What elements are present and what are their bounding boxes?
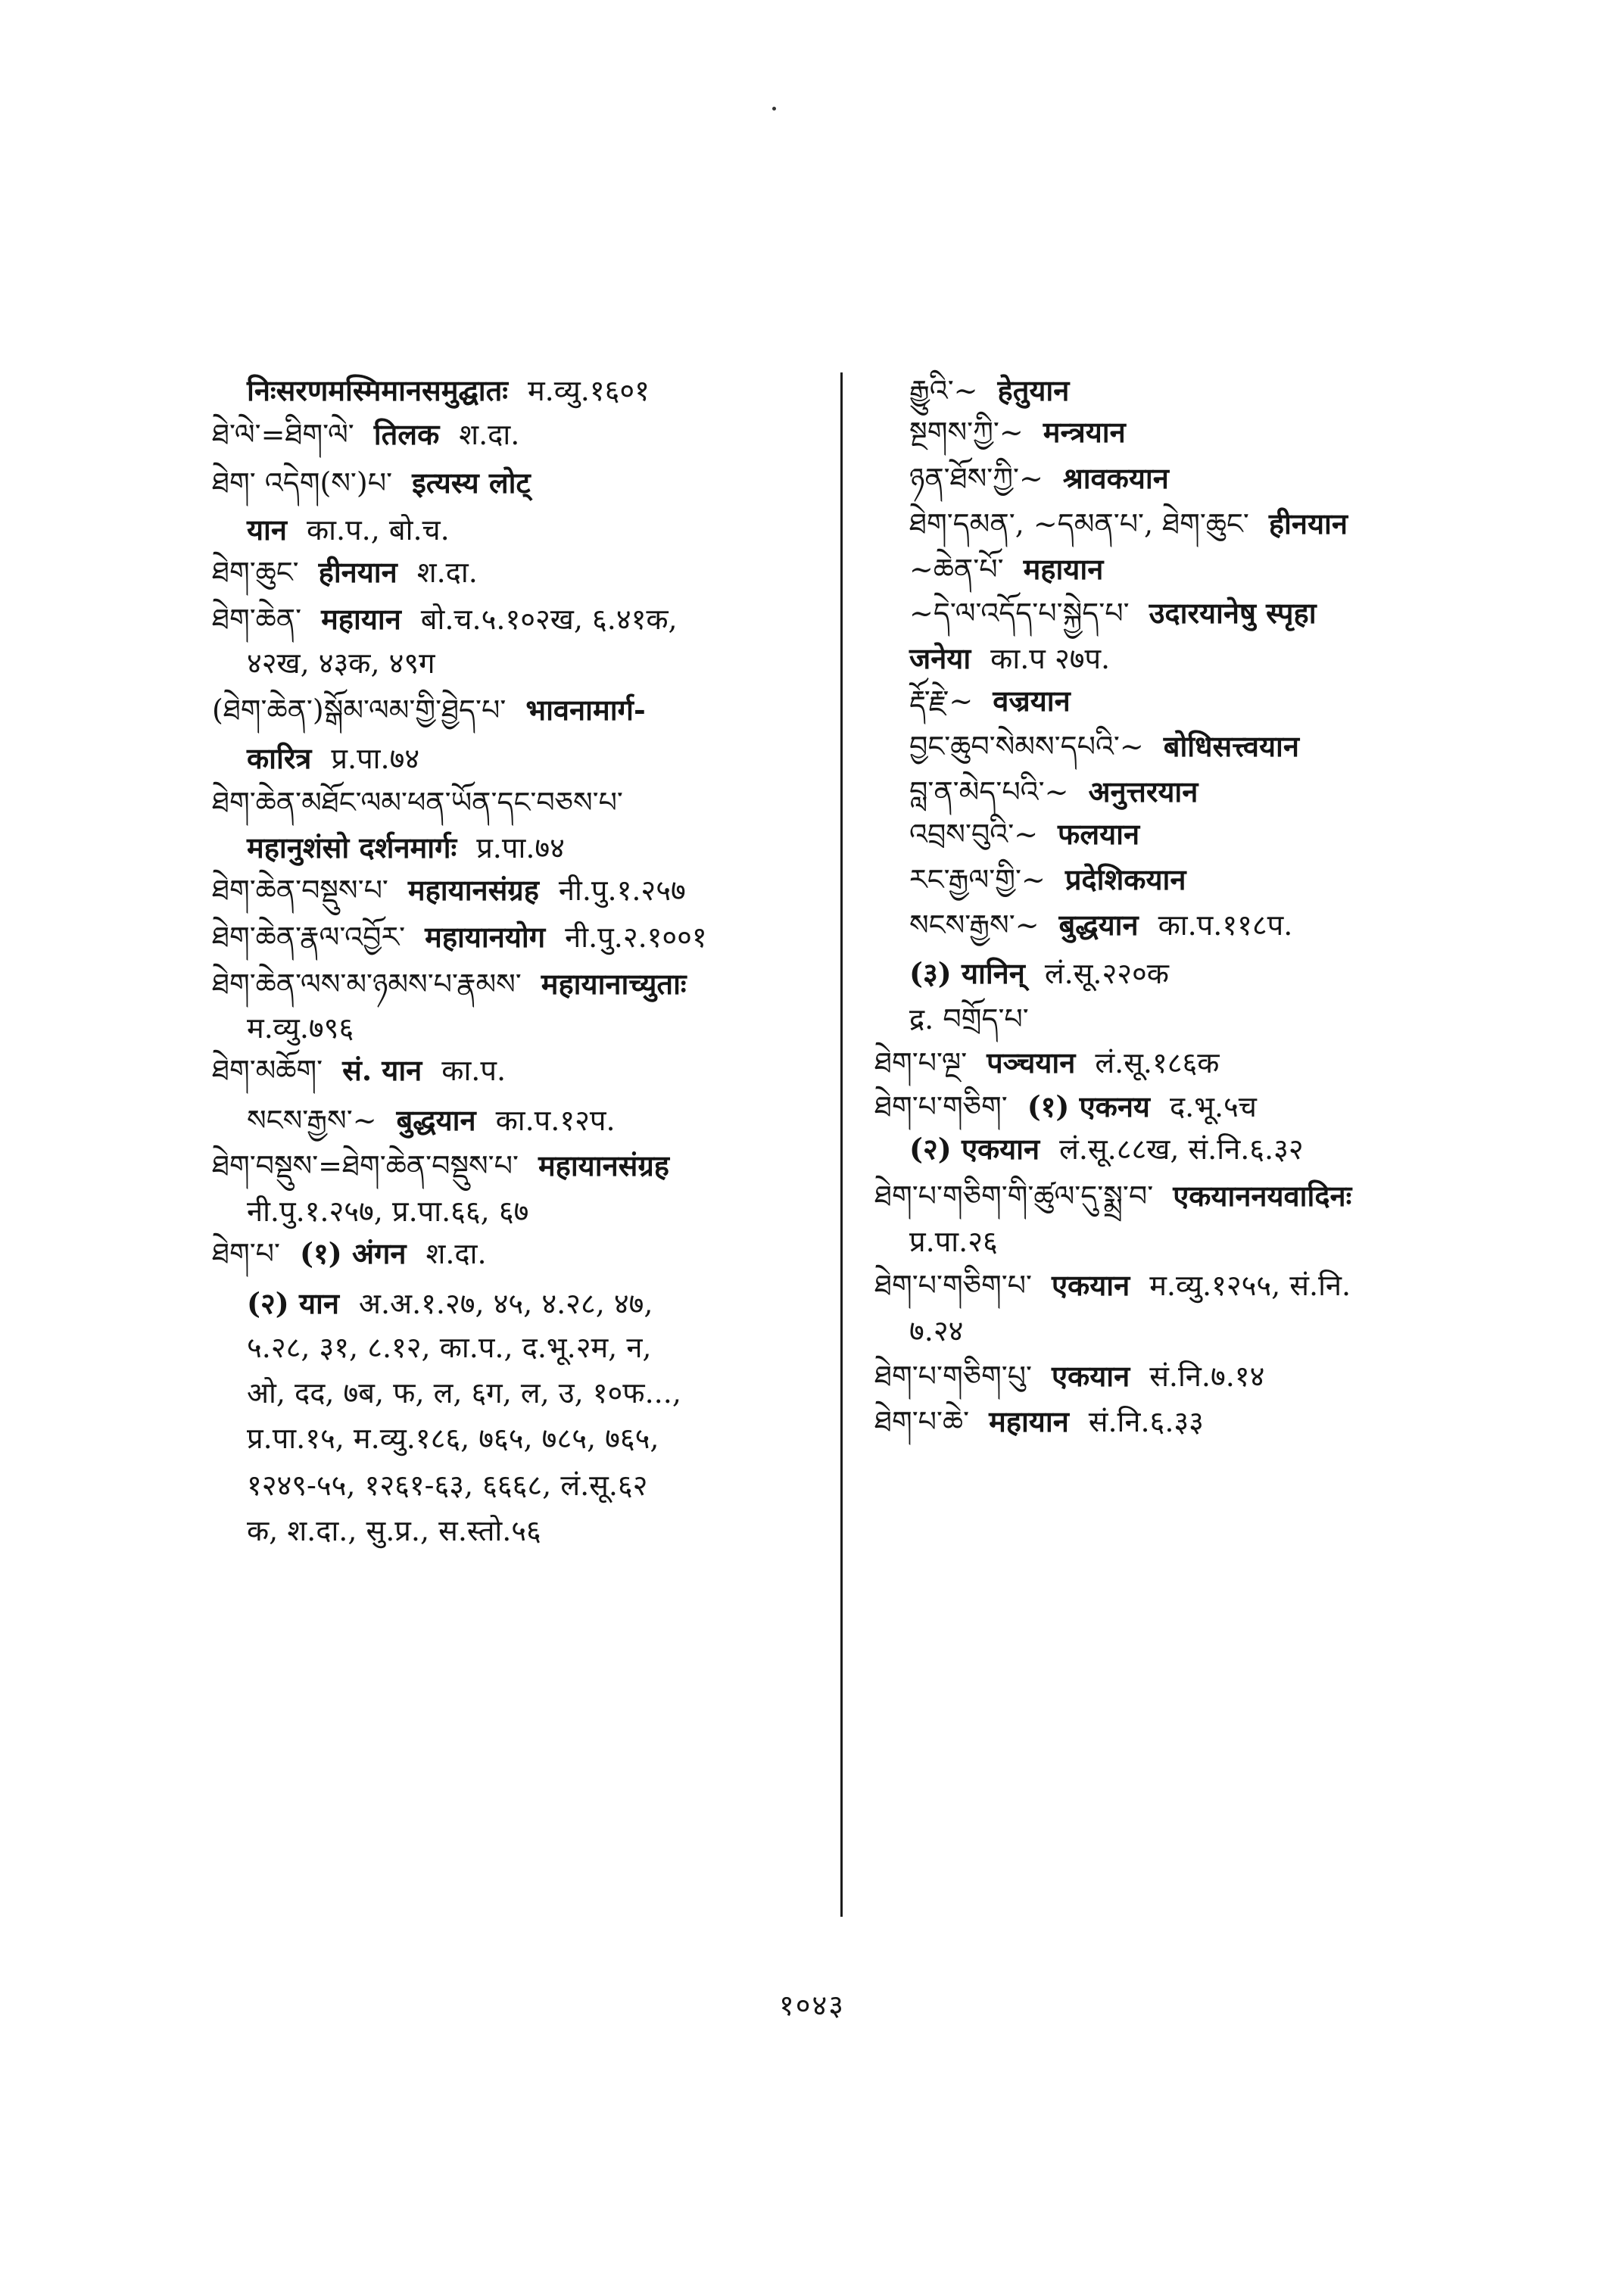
sanskrit-equivalent: महायानसंग्रह xyxy=(538,1148,669,1182)
entry-line xyxy=(212,510,450,550)
entry-line xyxy=(212,1101,616,1140)
entry-line xyxy=(874,504,1348,544)
source-reference: नी.पु.१.२५७ xyxy=(558,874,686,907)
entry-line xyxy=(212,1373,681,1413)
tibetan-headword: ཐེག་པ་གཅིག་པུ་ xyxy=(874,1360,1033,1393)
entry-line xyxy=(212,643,435,683)
tibetan-headword: སངས་རྒྱས་~ xyxy=(909,908,1040,942)
entry-line xyxy=(212,553,478,592)
source-reference: अ.अ.१.२७, ४५, ४.२८, ४७, xyxy=(358,1287,653,1320)
tibetan-headword: རང་རྒྱལ་གྱི་~ xyxy=(909,863,1046,896)
source-reference: का.प २७प. xyxy=(990,642,1111,675)
sanskrit-equivalent: सं. यान xyxy=(342,1053,422,1087)
entry-line xyxy=(212,871,686,910)
entry-line xyxy=(874,999,1029,1039)
tibetan-headword: ཐེག་པ་གཅིག་གི་ཚུལ་དུ་སྨྲ་བ་ xyxy=(874,1179,1154,1213)
sanskrit-equivalent: महायान xyxy=(989,1404,1069,1438)
source-reference: ४२ख, ४३क, ४९ग xyxy=(247,646,435,680)
column-divider xyxy=(840,372,843,1917)
ink-speck xyxy=(772,107,776,111)
tibetan-headword: ~དེ་ལ་འདོད་པ་སྐྱེད་པ་ xyxy=(909,597,1130,630)
sanskrit-equivalent: (२) एकयान xyxy=(909,1132,1040,1166)
source-reference: प्र.पा.२६ xyxy=(909,1225,998,1258)
sanskrit-equivalent: बुद्धयान xyxy=(1058,908,1139,942)
entry-line xyxy=(874,1402,1204,1441)
entry-line xyxy=(212,1284,653,1323)
sanskrit-equivalent: महायानाच्युताः xyxy=(541,967,687,1001)
source-reference: का.प.११८प. xyxy=(1158,908,1293,942)
source-reference: क, श.दा., सु.प्र., स.स्तो.५६ xyxy=(247,1514,541,1547)
source-reference: प्र.पा.१५, म.व्यु.१८६, ७६५, ७८५, ७६५, xyxy=(247,1422,659,1455)
tibetan-headword: ཐེག་དམན་, ~དམན་པ་, ཐེག་ཆུང་ xyxy=(909,507,1249,541)
entry-line xyxy=(874,459,1169,498)
source-reference: द्र. བགྲོད་པ་ xyxy=(909,1002,1029,1036)
entry-line xyxy=(212,463,531,503)
entry-line xyxy=(212,1466,647,1505)
entry-line xyxy=(874,815,1139,854)
sanskrit-equivalent: महानुशंसो दर्शनमार्गः xyxy=(247,830,457,865)
entry-line xyxy=(874,413,1126,452)
source-reference: श.दा. xyxy=(459,418,520,451)
source-reference: म.व्यु.१६०१ xyxy=(527,374,650,407)
tibetan-headword: ཐེག་པ་ xyxy=(212,1237,281,1270)
sanskrit-equivalent: प्रदेशिकयान xyxy=(1064,862,1186,896)
source-reference: ५.२८, ३१, ८.१२, का.प., द.भू.२म, न, xyxy=(247,1331,652,1364)
sanskrit-equivalent: एकयाननयवादिनः xyxy=(1173,1179,1352,1213)
entry-line xyxy=(874,1043,1219,1083)
tibetan-headword: ཉན་ཐོས་ཀྱི་~ xyxy=(909,462,1043,495)
tibetan-headword: ཐེག་ འདེག(ས་)པ་ xyxy=(212,466,393,500)
tibetan-headword: ཐེག་ཆེན་རྣལ་འབྱོར་ xyxy=(212,921,406,954)
sanskrit-equivalent: बुद्धयान xyxy=(396,1103,476,1137)
sanskrit-equivalent: उदारयानेषु स्पृहा xyxy=(1149,596,1317,630)
source-reference: श.दा. xyxy=(425,1237,487,1270)
entry-line xyxy=(212,1146,669,1185)
entry-line xyxy=(212,1234,487,1273)
entry-line xyxy=(874,550,1103,589)
source-reference: श.दा. xyxy=(416,556,478,589)
entry-line xyxy=(874,639,1110,678)
source-reference: ओ, दद, ७ब, फ, ल, ६ग, ल, उ, १०फ..., xyxy=(247,1376,681,1410)
source-reference: नी.पु.२.१००१ xyxy=(565,921,707,954)
sanskrit-equivalent: (२) यान xyxy=(247,1286,339,1320)
entry-line xyxy=(212,1192,528,1231)
source-reference: प्र.पा.७४ xyxy=(476,831,565,865)
tibetan-headword: བླ་ན་མེད་པའི་~ xyxy=(909,775,1069,808)
source-reference: का.प., बो.च. xyxy=(306,513,450,547)
tibetan-headword: ཐེག་ཆེན་ xyxy=(212,603,302,636)
entry-line xyxy=(874,1222,998,1261)
sanskrit-equivalent: कारित्र xyxy=(247,741,312,775)
sanskrit-equivalent: तिलक xyxy=(373,417,440,451)
tibetan-headword: ཐེག་ཆུང་ xyxy=(212,556,299,589)
entry-line xyxy=(212,1328,652,1367)
sanskrit-equivalent: हेतुयान xyxy=(997,373,1070,407)
tibetan-headword: ཐེག་པ་ལྔ་ xyxy=(874,1046,968,1080)
entry-line xyxy=(212,600,678,639)
page-number: १०४३ xyxy=(778,1989,846,2022)
sanskrit-equivalent: एकयान xyxy=(1052,1268,1130,1302)
sanskrit-equivalent: मन्त्रयान xyxy=(1043,415,1126,449)
sanskrit-equivalent: वज्रयान xyxy=(993,684,1071,718)
entry-line xyxy=(212,828,565,868)
entry-line xyxy=(874,594,1317,633)
sanskrit-equivalent: इत्यस्य लोट् xyxy=(412,466,531,500)
entry-line xyxy=(212,918,707,957)
sanskrit-equivalent: एकयान xyxy=(1052,1359,1130,1393)
source-reference: प्र.पा.७४ xyxy=(331,742,420,775)
entry-line xyxy=(212,1008,354,1048)
tibetan-headword: རྡོ་རྗེ་~ xyxy=(909,684,974,718)
tibetan-headword: ཐེག་པ་གཅིག་པ་ xyxy=(874,1269,1033,1302)
entry-line xyxy=(874,860,1186,899)
source-reference: का.प. xyxy=(441,1054,507,1087)
entry-line xyxy=(874,1129,1304,1169)
tibetan-headword: ཐེག་ཆེན་བསྡུས་པ་ xyxy=(212,874,388,907)
sanskrit-equivalent: भावनामार्ग- xyxy=(525,693,646,727)
entry-line xyxy=(212,739,419,778)
sanskrit-equivalent: महायान xyxy=(1023,552,1104,586)
sanskrit-equivalent: निःसरणमस्मिमानसमुद्घातः xyxy=(247,373,508,407)
source-reference: लं.सू.८८ख, सं.नि.६.३२ xyxy=(1059,1132,1304,1166)
tibetan-headword: (ཐེག་ཆེན་)སྒོམ་ལམ་གྱི་ཐྱེད་པ་ xyxy=(212,693,507,727)
tibetan-headword: སྔགས་ཀྱི་~ xyxy=(909,416,1024,449)
tibetan-headword: ཐེག་པ་གཅིག་ xyxy=(874,1090,1008,1123)
entry-line xyxy=(874,954,1169,993)
tibetan-headword: ཐེག་མཆོག་ xyxy=(212,1054,323,1087)
tibetan-headword: ~ཆེན་པོ་ xyxy=(909,553,1004,586)
sanskrit-equivalent: हीनयान xyxy=(1268,506,1348,541)
entry-line xyxy=(212,371,650,410)
entry-line xyxy=(212,1419,659,1458)
entry-line xyxy=(212,783,623,822)
sanskrit-equivalent: (१) एकनय xyxy=(1027,1089,1150,1123)
sanskrit-equivalent: (३) यानिन् xyxy=(909,956,1025,990)
entry-line xyxy=(874,1087,1257,1126)
entry-line xyxy=(874,727,1299,766)
source-reference: सं.नि.६.३३ xyxy=(1088,1405,1204,1438)
entry-line xyxy=(874,772,1198,812)
sanskrit-equivalent: यान xyxy=(247,512,287,547)
source-reference: ७.२४ xyxy=(909,1314,964,1347)
entry-line xyxy=(874,681,1071,721)
source-reference: म.व्यु.७९६ xyxy=(247,1011,354,1045)
entry-line xyxy=(874,371,1069,410)
tibetan-headword: རྒྱུའི་~ xyxy=(909,374,978,407)
entry-line xyxy=(874,1266,1351,1305)
tibetan-headword: ཐེག་ཆེན་མཐོང་ལམ་ཕན་ཡོན་དང་བཅས་པ་ xyxy=(212,786,623,819)
tibetan-headword: ཐེག་ཆེན་ལས་མ་ཉམས་པ་རྣམས་ xyxy=(212,967,522,1001)
entry-line xyxy=(874,1311,963,1351)
source-reference: नी.पु.१.२५७, प्र.पा.६६, ६७ xyxy=(247,1195,529,1228)
entry-line xyxy=(874,905,1292,945)
sanskrit-equivalent: महायानसंग्रह xyxy=(407,873,539,907)
entry-line xyxy=(212,964,687,1004)
source-reference: बो.च.५.१०२ख, ६.४१क, xyxy=(420,603,678,636)
source-reference: का.प.१२प. xyxy=(495,1104,616,1137)
sanskrit-equivalent: बोधिसत्त्वयान xyxy=(1163,729,1299,763)
sanskrit-equivalent: श्रावकयान xyxy=(1062,461,1169,495)
sanskrit-equivalent: हीनयान xyxy=(318,555,397,589)
tibetan-headword: སངས་རྒྱས་~ xyxy=(247,1104,377,1137)
entry-line xyxy=(874,1357,1264,1396)
source-reference: म.व्यु.१२५५, सं.नि. xyxy=(1149,1269,1351,1302)
tibetan-headword: ཐེག་བསྡུས་=ཐེག་ཆེན་བསྡུས་པ་ xyxy=(212,1149,519,1182)
source-reference: १२४९-५५, १२६१-६३, ६६६८, लं.सू.६२ xyxy=(247,1469,648,1502)
entry-line xyxy=(212,1051,506,1090)
source-reference: लं.सू.१८६क xyxy=(1095,1046,1220,1080)
sanskrit-equivalent: महायानयोग xyxy=(425,920,546,954)
sanskrit-equivalent: (१) अंगन xyxy=(300,1236,407,1270)
source-reference: सं.नि.७.१४ xyxy=(1149,1360,1265,1393)
entry-line xyxy=(874,1176,1351,1216)
source-reference: द.भू.५च xyxy=(1169,1090,1257,1123)
sanskrit-equivalent: अनुत्तरयान xyxy=(1088,774,1199,808)
sanskrit-equivalent: फलयान xyxy=(1058,817,1140,851)
entry-line xyxy=(212,415,519,454)
tibetan-headword: འབྲས་བུའི་~ xyxy=(909,818,1039,851)
source-reference: लं.सू.२२०क xyxy=(1044,957,1169,990)
tibetan-headword: ཐེག་པ་ཆེ་ xyxy=(874,1405,970,1438)
tibetan-headword: བྱང་ཆུབ་སེམས་དཔའི་~ xyxy=(909,730,1144,763)
sanskrit-equivalent: जनेया xyxy=(909,641,971,675)
tibetan-headword: ཐེ་ལེ་=ཐིག་ལེ་ xyxy=(212,418,354,451)
sanskrit-equivalent: महायान xyxy=(321,602,401,636)
entry-line xyxy=(212,690,646,730)
sanskrit-equivalent: पञ्चयान xyxy=(987,1045,1076,1080)
entry-line xyxy=(212,1511,541,1550)
